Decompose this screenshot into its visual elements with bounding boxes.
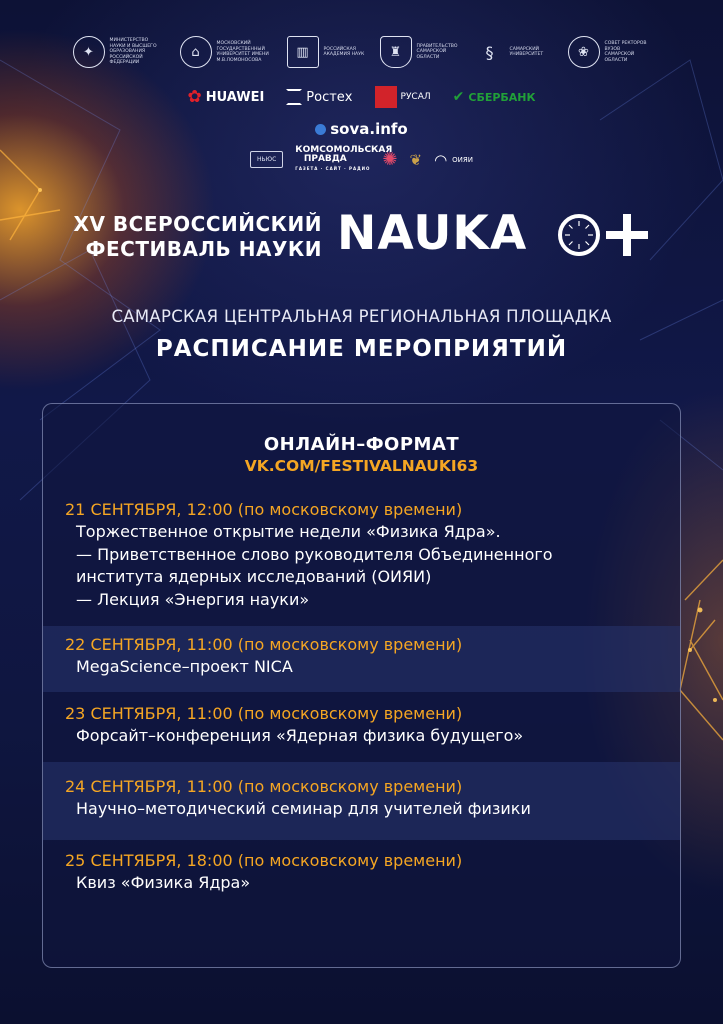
event-description-line: Торжественное открытие недели «Физика Ядра». xyxy=(76,522,501,541)
partner-logos-row-1 xyxy=(0,36,723,68)
kp-logo-title: КОМСОМОЛЬСКАЯ ПРАВДА xyxy=(295,145,393,164)
event-date: 22 СЕНТЯБРЯ, 11:00 (по московскому времени) xyxy=(65,635,463,654)
event-item xyxy=(43,692,680,762)
science-festival-dots-icon: ✺ xyxy=(382,149,398,170)
event-date: 25 СЕНТЯБРЯ, 18:00 (по московскому времени) xyxy=(65,851,463,870)
rectors-council-logo-text: СОВЕТ РЕКТОРОВ ВУЗОВ САМАРСКОЙ ОБЛАСТИ xyxy=(604,41,647,63)
event-date: 23 СЕНТЯБРЯ, 11:00 (по московскому времени) xyxy=(65,704,463,723)
ministry-logo xyxy=(73,36,166,68)
samara-government-logo xyxy=(380,36,461,68)
event-description-line: — Лекция «Энергия науки» xyxy=(76,589,310,609)
ras-building-icon: ▥ xyxy=(287,36,319,68)
oiyai-logo xyxy=(434,151,473,169)
event-date: 24 СЕНТЯБРЯ, 11:00 (по московскому времени) xyxy=(65,777,463,796)
festival-title-line-2: ФЕСТИВАЛЬ НАУКИ xyxy=(85,237,322,261)
event-date: 21 СЕНТЯБРЯ, 12:00 (по московскому времени) xyxy=(65,500,463,519)
ras-logo xyxy=(287,36,366,68)
partner-logos-row-2 xyxy=(0,86,723,108)
huawei-logo xyxy=(187,87,264,107)
event-description-line: Научно–методический семинар для учителей физики xyxy=(76,799,531,818)
samara-government-logo-text: ПРАВИТЕЛЬСТВО САМАРСКОЙ ОБЛАСТИ xyxy=(416,43,458,60)
rusal-logo-text: РУСАЛ xyxy=(400,92,431,102)
event-item xyxy=(43,762,680,840)
rectors-council-icon: ❀ xyxy=(568,36,600,68)
nauka-zero-plus-icon xyxy=(556,212,652,258)
event-description-line: института ядерных исследований (ОИЯИ) xyxy=(76,567,432,586)
event-item xyxy=(43,499,680,611)
festival-title xyxy=(72,212,322,262)
event-item xyxy=(43,840,680,895)
oiyai-dome-icon: ◠ xyxy=(434,150,448,169)
rusal-red-mark-icon xyxy=(375,86,397,108)
rostec-logo xyxy=(286,89,352,105)
partner-logos-row-3 xyxy=(0,120,723,138)
rostec-logo-text: Ростех xyxy=(306,89,353,105)
samara-university-icon: § xyxy=(485,42,494,62)
msu-emblem-icon: ⌂ xyxy=(180,36,212,68)
partner-logos-row-4 xyxy=(0,146,723,173)
event-description-line: — Приветственное слово руководителя Объединенного xyxy=(76,544,553,564)
samara-coat-of-arms-icon: ♜ xyxy=(380,36,412,68)
ministry-logo-text: МИНИСТЕРСТВО НАУКИ И ВЫСШЕГО ОБРАЗОВАНИЯ РОССИЙСКОЙ ФЕДЕРАЦИИ xyxy=(109,38,157,66)
huawei-flower-icon: ✿ xyxy=(187,87,202,107)
platform-subtitle: САМАРСКАЯ ЦЕНТРАЛЬНАЯ РЕГИОНАЛЬНАЯ ПЛОЩАДКА xyxy=(111,307,612,326)
sberbank-logo xyxy=(453,89,536,105)
volganews-logo: НЬЮС xyxy=(250,151,283,168)
sberbank-logo-text: СБЕРБАНК xyxy=(468,90,536,104)
rusal-logo xyxy=(375,86,431,108)
rostec-bracket-icon xyxy=(286,89,302,105)
nauka-brand-wordmark: NAUKA xyxy=(337,206,528,261)
sova-logo xyxy=(315,120,407,138)
event-description-line: Форсайт–конференция «Ядерная физика будущего» xyxy=(76,726,524,745)
msu-logo-text: МОСКОВСКИЙ ГОСУДАРСТВЕННЫЙ УНИВЕРСИТЕТ ИМЕНИ М.В.ЛОМОНОСОВА xyxy=(216,41,269,63)
msu-logo xyxy=(180,36,273,68)
schedule-card xyxy=(42,403,681,968)
samara-university-logo-text: САМАРСКИЙ УНИВЕРСИТЕТ xyxy=(509,46,544,57)
rectors-council-logo xyxy=(568,36,651,68)
festival-title-line-1: XV ВСЕРОССИЙСКИЙ xyxy=(73,212,322,236)
format-heading: ОНЛАЙН–ФОРМАТ xyxy=(263,434,460,455)
event-item xyxy=(43,626,680,692)
event-description-line: Квиз «Физика Ядра» xyxy=(76,873,251,892)
samara-university-logo xyxy=(475,37,554,67)
schedule-title: РАСПИСАНИЕ МЕРОПРИЯТИЙ xyxy=(155,336,568,362)
oiyai-logo-text: ОИЯИ xyxy=(452,155,474,164)
event-description-line: MegaScience–проект NICA xyxy=(76,657,293,676)
partner-mascot-icon: ❦ xyxy=(409,150,423,169)
eagle-emblem-icon: ✦ xyxy=(73,36,105,68)
huawei-logo-text: HUAWEI xyxy=(205,89,265,105)
ras-logo-text: РОССИЙСКАЯ АКАДЕМИЯ НАУК xyxy=(323,46,365,57)
sova-owl-icon xyxy=(315,124,326,135)
komsomolskaya-pravda-logo xyxy=(295,145,393,173)
sova-logo-text: sova.info xyxy=(330,120,408,138)
vk-link[interactable]: VK.COM/FESTIVALNAUKI63 xyxy=(244,457,479,475)
sberbank-check-icon: ✔ xyxy=(452,89,465,105)
kp-logo-subtitle: ГАЗЕТА · САЙТ · РАДИО xyxy=(295,166,371,171)
